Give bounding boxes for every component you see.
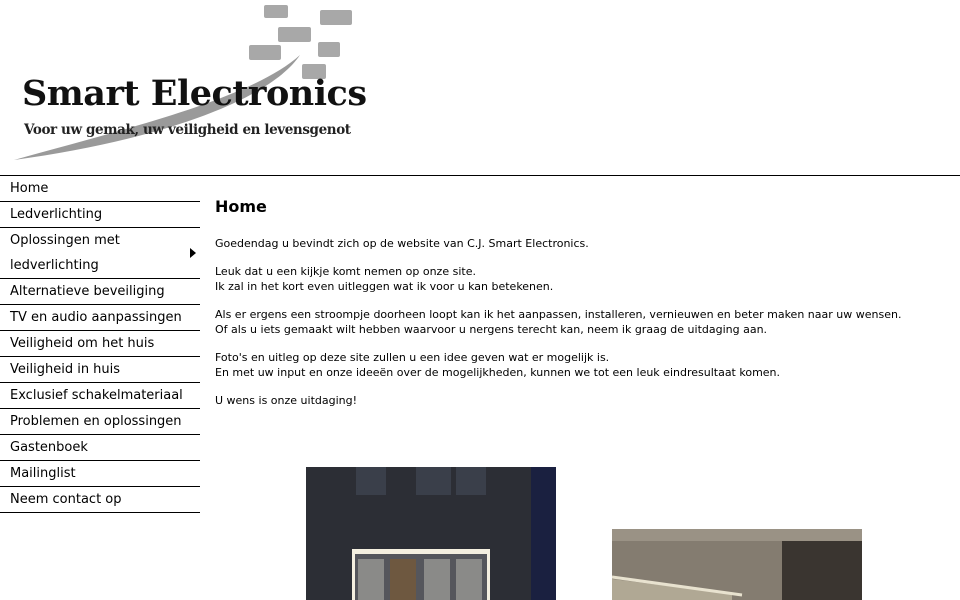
services-paragraph: Als er ergens een stroompje doorheen loopt kan ik het aanpassen, installeren, vernieuwen en beter maken naar uw wensen. Of als u iets gemaakt wilt hebben waarvoor u nergens terecht kan, neem ik graag de uitdaging aan. [215, 308, 902, 336]
nav-item-veiligheid-om-het-huis[interactable]: Veiligheid om het huis [0, 331, 200, 357]
logo-title: Smart Electronics [22, 73, 367, 114]
nav-item-home[interactable]: Home [0, 176, 200, 202]
nav-item-gastenboek[interactable]: Gastenboek [0, 435, 200, 461]
site-logo[interactable] [0, 0, 370, 170]
motto-paragraph: U wens is onze uitdaging! [215, 394, 358, 407]
nav-item-tv-en-audio[interactable]: TV en audio aanpassingen [0, 305, 200, 331]
interior-lighting-photo[interactable] [612, 529, 862, 600]
site-header [0, 0, 960, 176]
nav-item-exclusief-schakelmateriaal[interactable]: Exclusief schakelmateriaal [0, 383, 200, 409]
nav-item-alternatieve-beveiliging[interactable]: Alternatieve beveiliging [0, 279, 200, 305]
logo-tagline: Voor uw gemak, uw veiligheid en levensgenot [24, 122, 351, 138]
nav-item-oplossingen-met-ledverlichting[interactable] [0, 228, 200, 279]
nav-item-mailinglist[interactable]: Mailinglist [0, 461, 200, 487]
nav-item-ledverlichting[interactable]: Ledverlichting [0, 202, 200, 228]
nav-item-problemen-en-oplossingen[interactable]: Problemen en oplossingen [0, 409, 200, 435]
welcome-paragraph: Leuk dat u een kijkje komt nemen op onze site. Ik zal in het kort even uitleggen wat ik voor u kan betekenen. [215, 265, 554, 293]
sidebar-nav [0, 176, 200, 513]
page-title: Home [215, 197, 267, 216]
nav-item-veiligheid-in-huis[interactable]: Veiligheid in huis [0, 357, 200, 383]
nav-item-neem-contact-op[interactable]: Neem contact op [0, 487, 200, 513]
main-content [215, 197, 955, 421]
submenu-arrow-icon [190, 248, 196, 258]
intro-paragraph: Goedendag u bevindt zich op de website van C.J. Smart Electronics. [215, 237, 589, 250]
house-entrance-photo-graphic [306, 467, 556, 600]
nav-item-label: Oplossingen met ledverlichting [10, 233, 120, 273]
house-entrance-photo[interactable] [306, 467, 556, 600]
interior-lighting-photo-graphic [612, 529, 862, 600]
photos-paragraph: Foto's en uitleg op deze site zullen u een idee geven wat er mogelijk is. En met uw input en onze ideeën over de mogelijkheden, kunnen we tot een leuk eindresultaat komen. [215, 351, 781, 379]
